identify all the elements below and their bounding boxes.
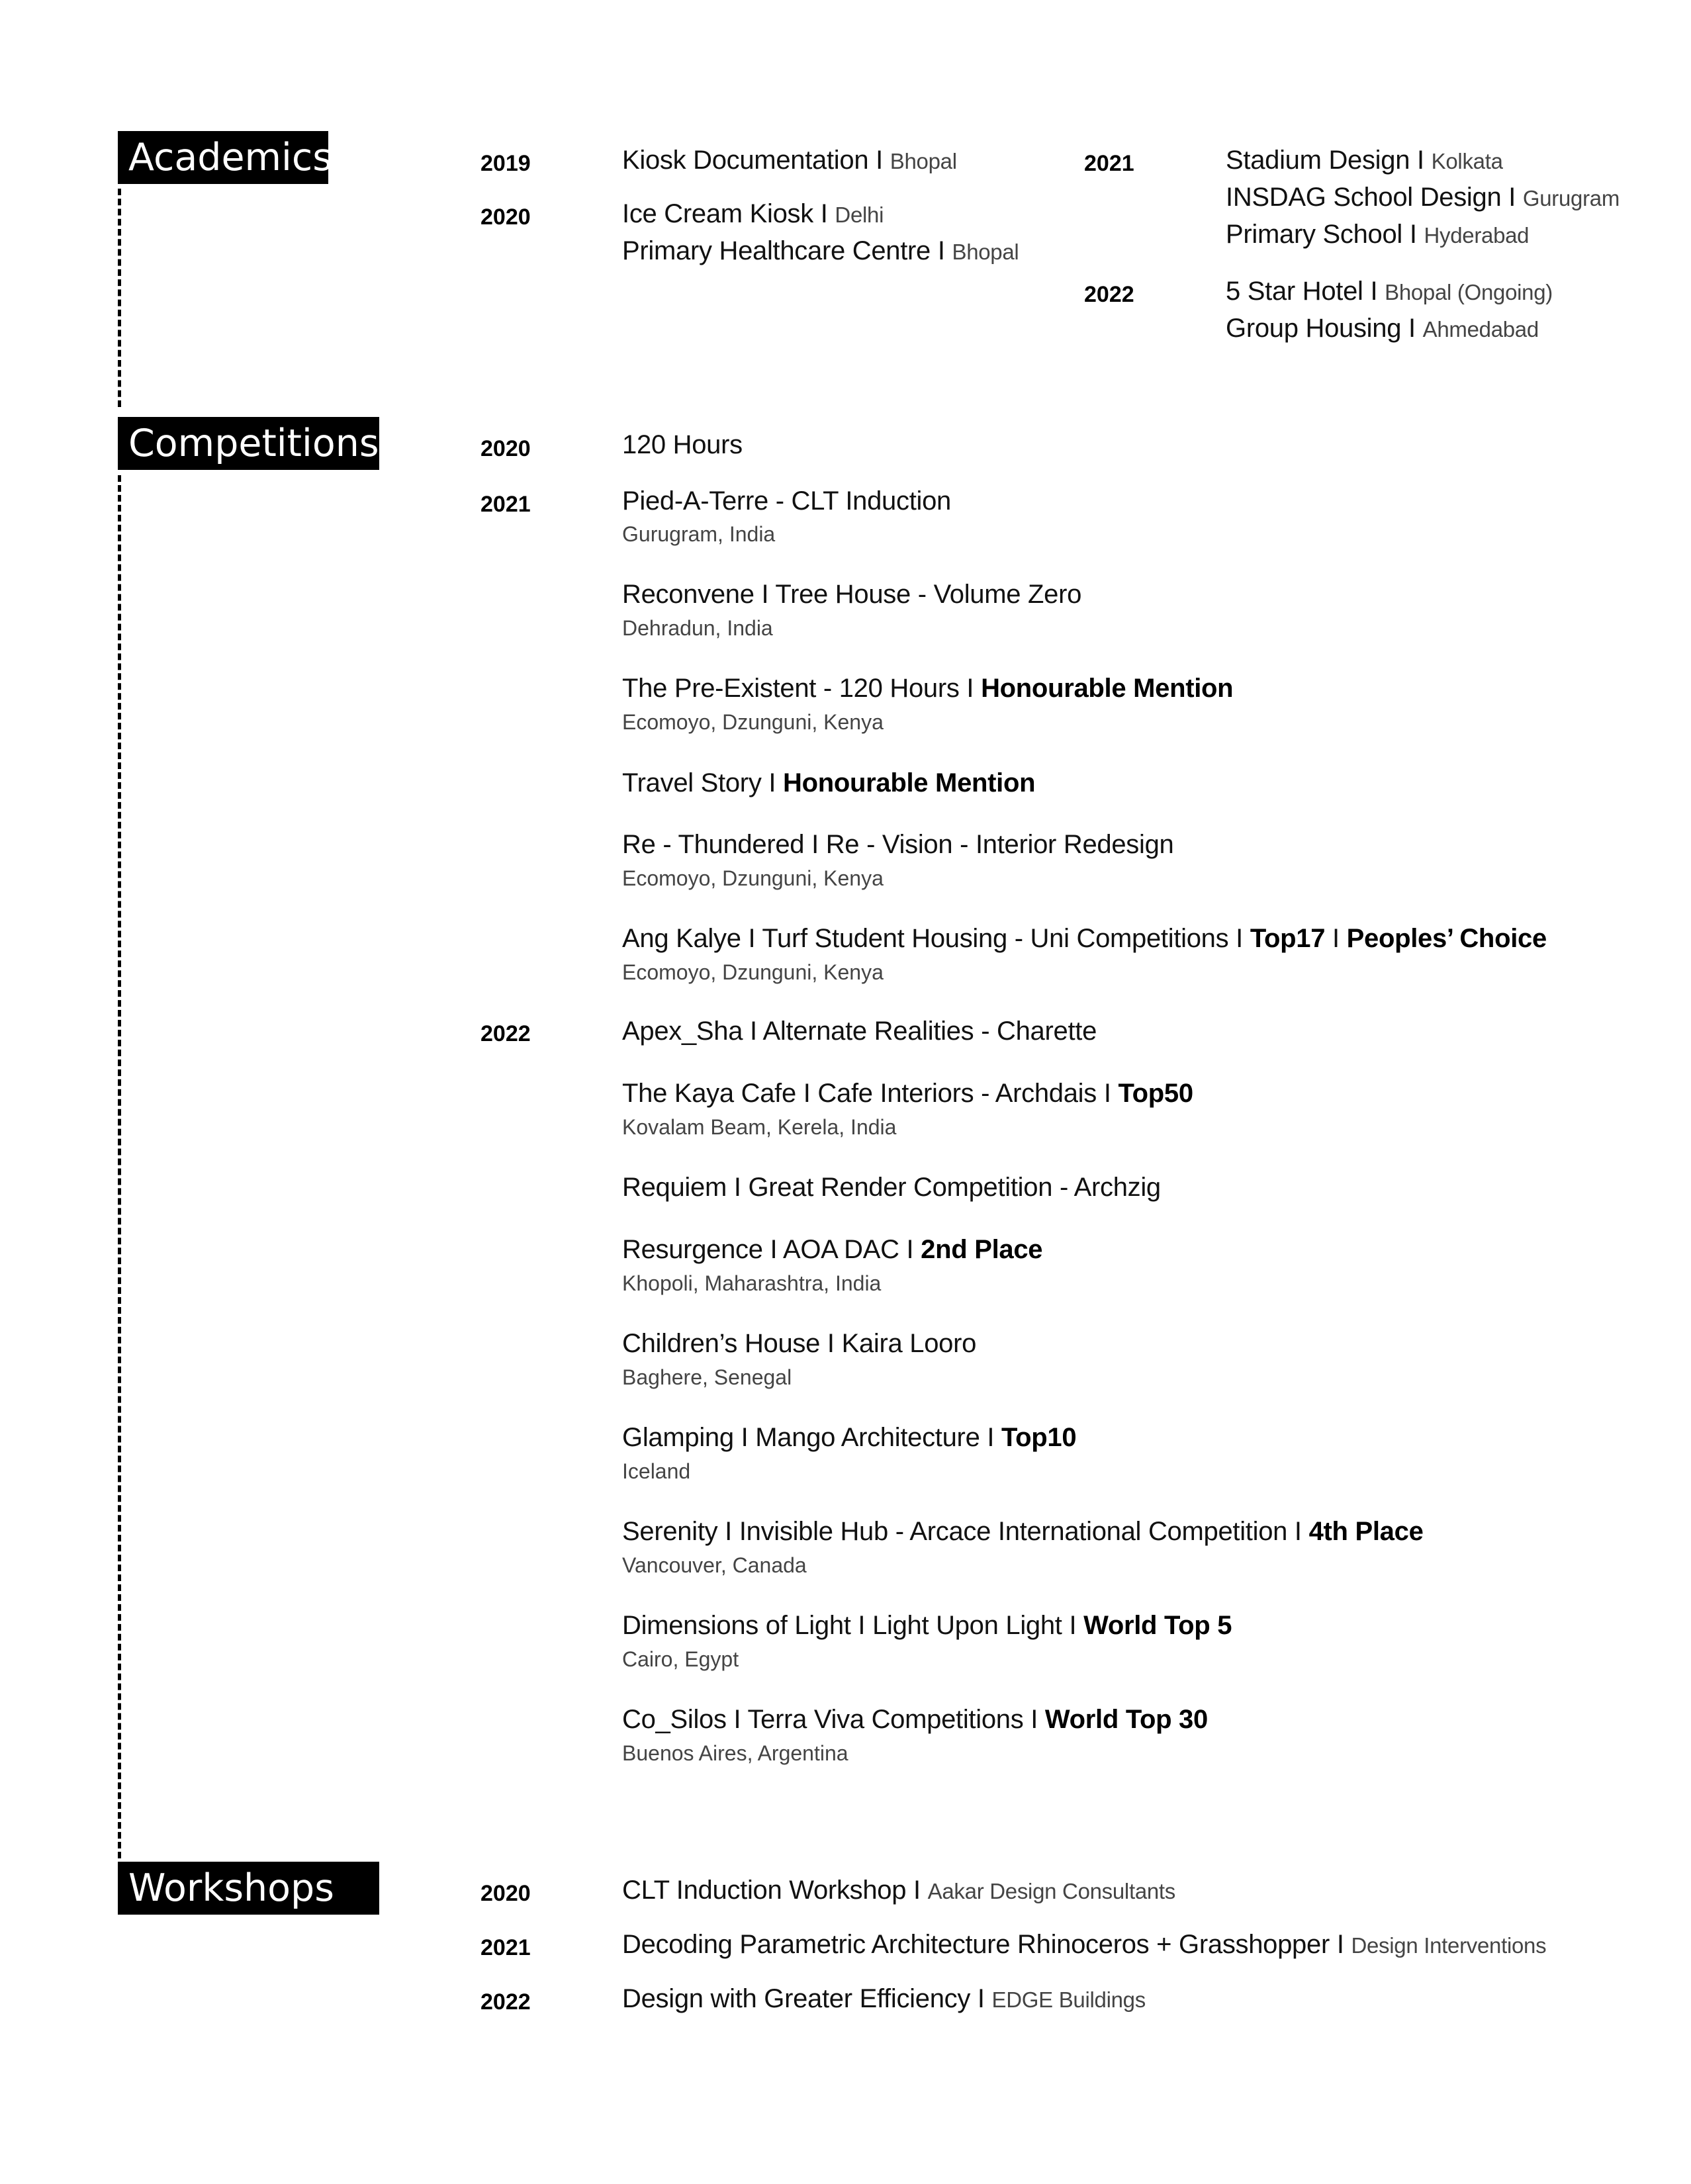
competition-item: Reconvene I Tree House - Volume Zero — [622, 580, 1082, 609]
academic-item: Group Housing I Ahmedabad — [1226, 314, 1539, 343]
competition-location: Buenos Aires, Argentina — [622, 1741, 848, 1765]
competition-item: Apex_Sha I Alternate Realities - Charette — [622, 1017, 1097, 1046]
academic-item: 5 Star Hotel I Bhopal (Ongoing) — [1226, 277, 1553, 306]
competition-location: Gurugram, India — [622, 522, 776, 546]
year-label: 2022 — [1084, 282, 1134, 307]
academic-item: Kiosk Documentation I Bhopal — [622, 146, 957, 175]
competition-item: Dimensions of Light I Light Upon Light I World Top 5 — [622, 1611, 1232, 1640]
competition-location: Dehradun, India — [622, 616, 773, 640]
competition-location: Ecomoyo, Dzunguni, Kenya — [622, 866, 884, 890]
competition-item: Children’s House I Kaira Looro — [622, 1329, 977, 1358]
year-label: 2021 — [480, 492, 531, 517]
academic-item: INSDAG School Design I Gurugram — [1226, 183, 1620, 212]
competition-item: Serenity I Invisible Hub - Arcace International Competition I 4th Place — [622, 1517, 1424, 1546]
competition-location: Kovalam Beam, Kerela, India — [622, 1115, 897, 1139]
workshop-item: Design with Greater Efficiency I EDGE Buildings — [622, 1984, 1146, 2013]
competition-item: Re - Thundered I Re - Vision - Interior Redesign — [622, 830, 1174, 859]
workshop-item: Decoding Parametric Architecture Rhinoceros + Grasshopper I Design Interventions — [622, 1930, 1547, 1959]
workshop-item: CLT Induction Workshop I Aakar Design Consultants — [622, 1876, 1176, 1905]
competition-location: Khopoli, Maharashtra, India — [622, 1271, 882, 1295]
competition-item: Travel Story I Honourable Mention — [622, 768, 1036, 797]
competition-location: Vancouver, Canada — [622, 1553, 807, 1577]
year-label: 2020 — [480, 1881, 531, 1906]
competition-item: Requiem I Great Render Competition - Archzig — [622, 1173, 1161, 1202]
competition-item: The Kaya Cafe I Cafe Interiors - Archdais I Top50 — [622, 1079, 1193, 1108]
competition-location: Ecomoyo, Dzunguni, Kenya — [622, 710, 884, 734]
section-header-workshops: Workshops — [118, 1862, 379, 1915]
academic-item: Ice Cream Kiosk I Delhi — [622, 199, 884, 228]
competition-location: Iceland — [622, 1459, 691, 1483]
year-label: 2022 — [480, 1989, 531, 2015]
year-label: 2021 — [1084, 151, 1134, 176]
section-header-academics: Academics — [118, 131, 328, 184]
academic-item: Primary School I Hyderabad — [1226, 220, 1530, 249]
competition-item: Ang Kalye I Turf Student Housing - Uni Competitions I Top17 I Peoples’ Choice — [622, 924, 1547, 953]
competition-item: Co_Silos I Terra Viva Competitions I World Top 30 — [622, 1705, 1208, 1734]
competition-location: Cairo, Egypt — [622, 1647, 739, 1671]
academic-item: Primary Healthcare Centre I Bhopal — [622, 236, 1019, 265]
section-header-competitions: Competitions — [118, 417, 379, 470]
competition-item: The Pre-Existent - 120 Hours I Honourable Mention — [622, 674, 1234, 703]
competition-item: Glamping I Mango Architecture I Top10 — [622, 1423, 1077, 1452]
competition-item: 120 Hours — [622, 430, 743, 459]
year-label: 2022 — [480, 1021, 531, 1046]
year-label: 2020 — [480, 205, 531, 230]
year-label: 2019 — [480, 151, 531, 176]
competition-location: Baghere, Senegal — [622, 1365, 792, 1389]
year-label: 2020 — [480, 436, 531, 461]
year-label: 2021 — [480, 1935, 531, 1960]
competition-item: Resurgence I AOA DAC I 2nd Place — [622, 1235, 1043, 1264]
academic-item: Stadium Design I Kolkata — [1226, 146, 1503, 175]
competition-location: Ecomoyo, Dzunguni, Kenya — [622, 960, 884, 984]
timeline-dashed-line — [118, 475, 121, 1858]
competition-item: Pied-A-Terre - CLT Induction — [622, 486, 951, 516]
timeline-dashed-line — [118, 189, 121, 407]
